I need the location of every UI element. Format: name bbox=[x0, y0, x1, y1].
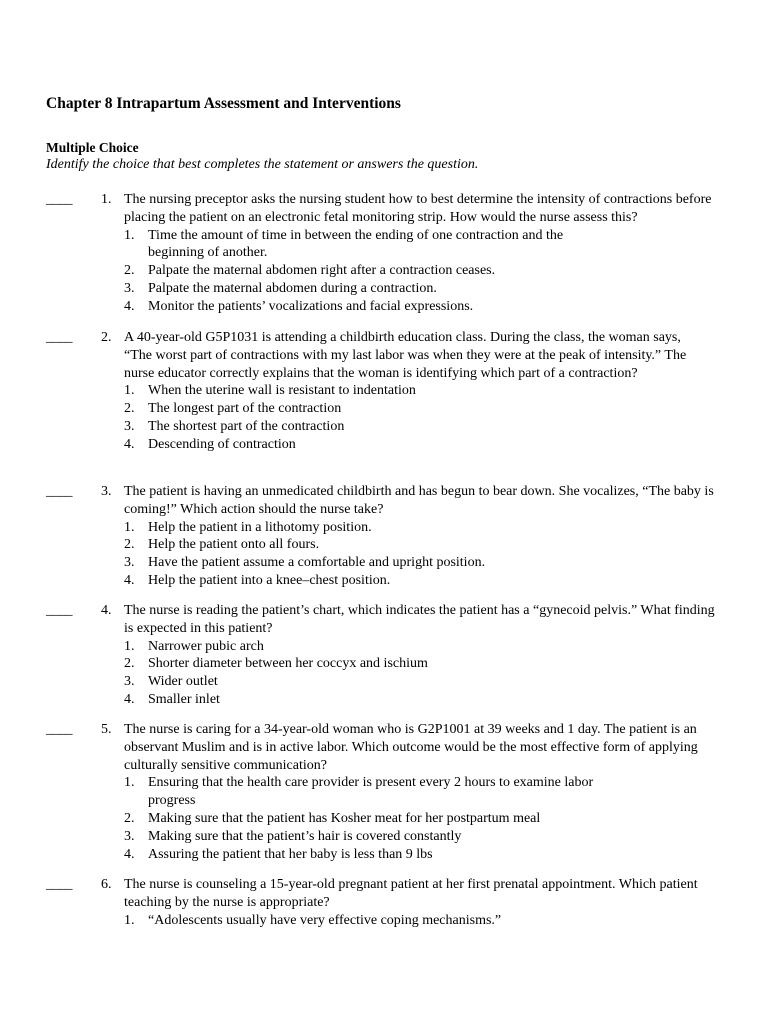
answer-option bbox=[124, 298, 724, 316]
option-text: Have the patient assume a comfortable and upright position. bbox=[148, 555, 486, 571]
option-number: 1. bbox=[124, 519, 135, 535]
question-3 bbox=[0, 483, 768, 590]
question-number: 6. bbox=[101, 877, 112, 892]
option-number: 2. bbox=[124, 537, 135, 553]
answer-options bbox=[124, 774, 724, 863]
option-text: When the uterine wall is resistant to indentation bbox=[148, 383, 416, 399]
option-text: Shorter diameter between her coccyx and ischium bbox=[148, 656, 428, 672]
question-4 bbox=[0, 602, 768, 709]
answer-option bbox=[124, 673, 724, 691]
answer-option bbox=[124, 774, 724, 810]
option-number: 1. bbox=[124, 227, 135, 243]
question-number: 3. bbox=[101, 484, 112, 499]
option-number: 4. bbox=[124, 572, 135, 588]
option-number: 3. bbox=[124, 280, 135, 296]
question-1 bbox=[0, 191, 768, 316]
option-text: Monitor the patients’ vocalizations and facial expressions. bbox=[148, 298, 474, 314]
question-stem: The nurse is caring for a 34-year-old woman who is G2P1001 at 39 weeks and 1 day. The patient is an observant Muslim and is in active labor. Which outcome would be the most effective form of applying culturally sensitive communication? bbox=[124, 722, 698, 773]
answer-option bbox=[124, 227, 724, 263]
option-number: 4. bbox=[124, 691, 135, 707]
answer-options bbox=[124, 638, 724, 709]
option-text: Time the amount of time in between the ending of one contraction and the beginning of another. bbox=[148, 227, 564, 261]
answer-option bbox=[124, 691, 724, 709]
option-text: The longest part of the contraction bbox=[148, 401, 342, 417]
answer-option bbox=[124, 382, 724, 400]
question-number: 1. bbox=[101, 192, 112, 207]
option-text: Wider outlet bbox=[148, 674, 218, 690]
option-text: Help the patient into a knee–chest position. bbox=[148, 572, 391, 588]
page-title: Chapter 8 Intrapartum Assessment and Interventions bbox=[46, 95, 401, 112]
option-text: Palpate the maternal abdomen during a contraction. bbox=[148, 280, 437, 296]
option-text: The shortest part of the contraction bbox=[148, 418, 345, 434]
option-number: 4. bbox=[124, 436, 135, 452]
option-number: 1. bbox=[124, 383, 135, 399]
answer-blank[interactable]: ____ bbox=[46, 192, 72, 207]
option-number: 3. bbox=[124, 828, 135, 844]
answer-blank[interactable]: ____ bbox=[46, 877, 72, 892]
answer-option bbox=[124, 400, 724, 418]
section-instructions: Identify the choice that best completes the statement or answers the question. bbox=[46, 157, 479, 172]
option-text: Smaller inlet bbox=[148, 691, 220, 707]
option-number: 3. bbox=[124, 418, 135, 434]
answer-option bbox=[124, 828, 724, 846]
answer-option bbox=[124, 519, 724, 537]
option-text: Help the patient in a lithotomy position. bbox=[148, 519, 372, 535]
option-number: 3. bbox=[124, 555, 135, 571]
question-stem: The patient is having an unmedicated childbirth and has begun to bear down. She vocalizes, “The baby is coming!” Which action should the nurse take? bbox=[124, 484, 714, 517]
question-6 bbox=[0, 876, 768, 929]
answer-options bbox=[124, 519, 724, 590]
answer-blank[interactable]: ____ bbox=[46, 330, 72, 345]
option-text: Narrower pubic arch bbox=[148, 638, 264, 654]
answer-blank[interactable]: ____ bbox=[46, 722, 72, 737]
question-stem: The nurse is counseling a 15-year-old pregnant patient at her first prenatal appointment. Which patient teaching by the nurse is appropriate? bbox=[124, 877, 698, 910]
option-text: Help the patient onto all fours. bbox=[148, 537, 320, 553]
answer-options bbox=[124, 227, 724, 316]
answer-option bbox=[124, 536, 724, 554]
option-text: Palpate the maternal abdomen right after a contraction ceases. bbox=[148, 263, 496, 279]
answer-options bbox=[124, 382, 724, 453]
option-text: Ensuring that the health care provider is present every 2 hours to examine labor progress bbox=[148, 775, 594, 809]
answer-blank[interactable]: ____ bbox=[46, 484, 72, 499]
option-number: 1. bbox=[124, 912, 135, 928]
question-stem: The nursing preceptor asks the nursing student how to best determine the intensity of contractions before placing the patient on an electronic fetal monitoring strip. How would the nurse assess this? bbox=[124, 192, 712, 225]
option-text: Making sure that the patient’s hair is covered constantly bbox=[148, 828, 462, 844]
answer-option bbox=[124, 655, 724, 673]
section-heading: Multiple Choice bbox=[46, 140, 139, 155]
option-number: 4. bbox=[124, 298, 135, 314]
question-number: 5. bbox=[101, 722, 112, 737]
question-number: 2. bbox=[101, 330, 112, 345]
option-number: 2. bbox=[124, 656, 135, 672]
answer-option bbox=[124, 912, 724, 930]
answer-blank[interactable]: ____ bbox=[46, 603, 72, 618]
option-text: Descending of contraction bbox=[148, 436, 296, 452]
answer-option bbox=[124, 810, 724, 828]
option-number: 1. bbox=[124, 775, 135, 791]
question-number: 4. bbox=[101, 603, 112, 618]
option-text: Assuring the patient that her baby is less than 9 lbs bbox=[148, 846, 433, 862]
answer-option bbox=[124, 554, 724, 572]
question-2 bbox=[0, 329, 768, 454]
question-5 bbox=[0, 721, 768, 863]
answer-option bbox=[124, 436, 724, 454]
option-text: Making sure that the patient has Kosher meat for her postpartum meal bbox=[148, 810, 541, 826]
option-number: 3. bbox=[124, 674, 135, 690]
answer-option bbox=[124, 846, 724, 864]
answer-option bbox=[124, 418, 724, 436]
option-number: 2. bbox=[124, 263, 135, 279]
option-number: 1. bbox=[124, 638, 135, 654]
question-stem: A 40-year-old G5P1031 is attending a childbirth education class. During the class, the woman says, “The worst part of contractions with my last labor was when they were at the peak of intensity.” The nurse educator correctly explains that the woman is identifying which part of a contraction? bbox=[124, 330, 687, 381]
question-stem: The nurse is reading the patient’s chart, which indicates the patient has a “gynecoid pelvis.” What finding is expected in this patient? bbox=[124, 603, 715, 636]
option-number: 2. bbox=[124, 401, 135, 417]
option-number: 2. bbox=[124, 810, 135, 826]
answer-option bbox=[124, 572, 724, 590]
option-text: “Adolescents usually have very effective coping mechanisms.” bbox=[148, 912, 502, 928]
answer-option bbox=[124, 280, 724, 298]
option-number: 4. bbox=[124, 846, 135, 862]
answer-options bbox=[124, 912, 724, 930]
answer-option bbox=[124, 262, 724, 280]
answer-option bbox=[124, 638, 724, 656]
